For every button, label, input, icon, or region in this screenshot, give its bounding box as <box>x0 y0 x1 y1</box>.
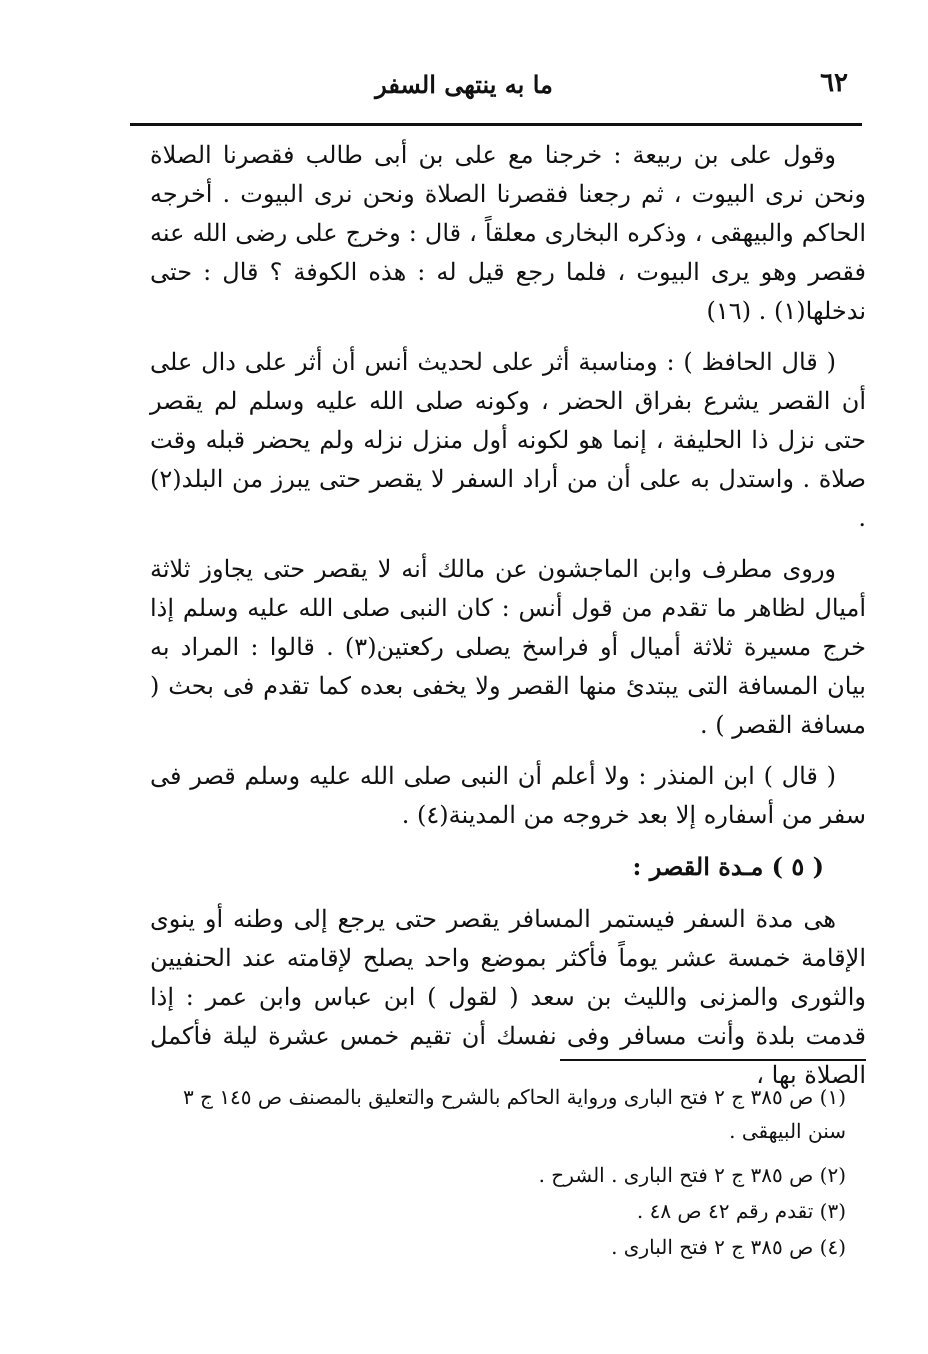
paragraph-mutarrif: وروى مطرف وابن الماجشون عن مالك أنه لا يقصر حتى يجاوز ثلاثة أميال لظاهر ما تقدم من قول أنس : كان النبى صلى الله عليه وسلم إذا خرج مسيرة ثلاثة أميال أو فراسخ يصلى ركعتين(٣) . قالوا : المراد به بيان المسافة التى يبتدئ منها القصر ولا يخفى بعده كما تقدم فى بحث ( مسافة القصر ) . <box>150 555 866 739</box>
paragraph-hafiz: ( قال الحافظ ) : ومناسبة أثر على لحديث أنس أن أثر على دال على أن القصر يشرع بفراق الحضر ، وكونه صلى الله عليه وسلم لم يقصر حتى نزل ذا الحليفة ، إنما هو لكونه أول منزل نزله ولم يحضر قبله وقت صلاة . واستدل به على أن من أراد السفر لا يقصر حتى يبرز من البلد(٢) . <box>150 348 866 532</box>
footnote-3: (٣) تقدم رقم ٤٢ ص ٤٨ . <box>636 1199 846 1223</box>
section-heading: ( ٥ ) مـدة القصر : <box>632 852 824 881</box>
footnote-1: (١) ص ٣٨٥ ج ٢ فتح البارى ورواية الحاكم بالشرح والتعليق بالمصنف ص ١٤٥ ج ٣ سنن البيهقى . <box>182 1085 846 1143</box>
header-rule <box>130 123 862 126</box>
paragraph-ali-ibn-rabia: وقول على بن ربيعة : خرجنا مع على بن أبى طالب فقصرنا الصلاة ونحن نرى البيوت ، ثم رجعنا فقصرنا الصلاة ونحن نرى البيوت . أخرجه الحاكم والبيهقى ، وذكره البخارى معلقاً ، قال : وخرج على رضى الله عنه فقصر وهو يرى البيوت ، فلما رجع قيل له : هذه الكوفة ؟ قال : حتى ندخلها(١) . (١٦) <box>150 141 866 325</box>
paragraph-duration: هى مدة السفر فيستمر المسافر يقصر حتى يرجع إلى وطنه أو ينوى الإقامة خمسة عشر يوماً فأكثر بموضع واحد يصلح لإقامته عند الحنفيين والثورى والمزنى والليث بن سعد ( لقول ) ابن عباس وابن عمر : إذا قدمت بلدة وأنت مسافر وفى نفسك أن تقيم خمس عشرة ليلة فأكمل الصلاة بها ، <box>150 905 866 1089</box>
footnotes <box>150 1080 866 1266</box>
running-title: ما به ينتهى السفر <box>375 70 553 99</box>
body-text <box>150 136 866 1107</box>
footnote-2: (٢) ص ٣٨٥ ج ٢ فتح البارى . الشرح . <box>538 1163 846 1187</box>
footnote-rule <box>560 1059 866 1061</box>
paragraph-ibn-al-mundhir: ( قال ) ابن المنذر : ولا أعلم أن النبى صلى الله عليه وسلم قصر فى سفر من أسفاره إلا بعد خروجه من المدينة(٤) . <box>150 762 866 829</box>
page-number: ٦٢ <box>820 68 848 98</box>
footnote-4: (٤) ص ٣٨٥ ج ٢ فتح البارى . <box>611 1235 846 1259</box>
